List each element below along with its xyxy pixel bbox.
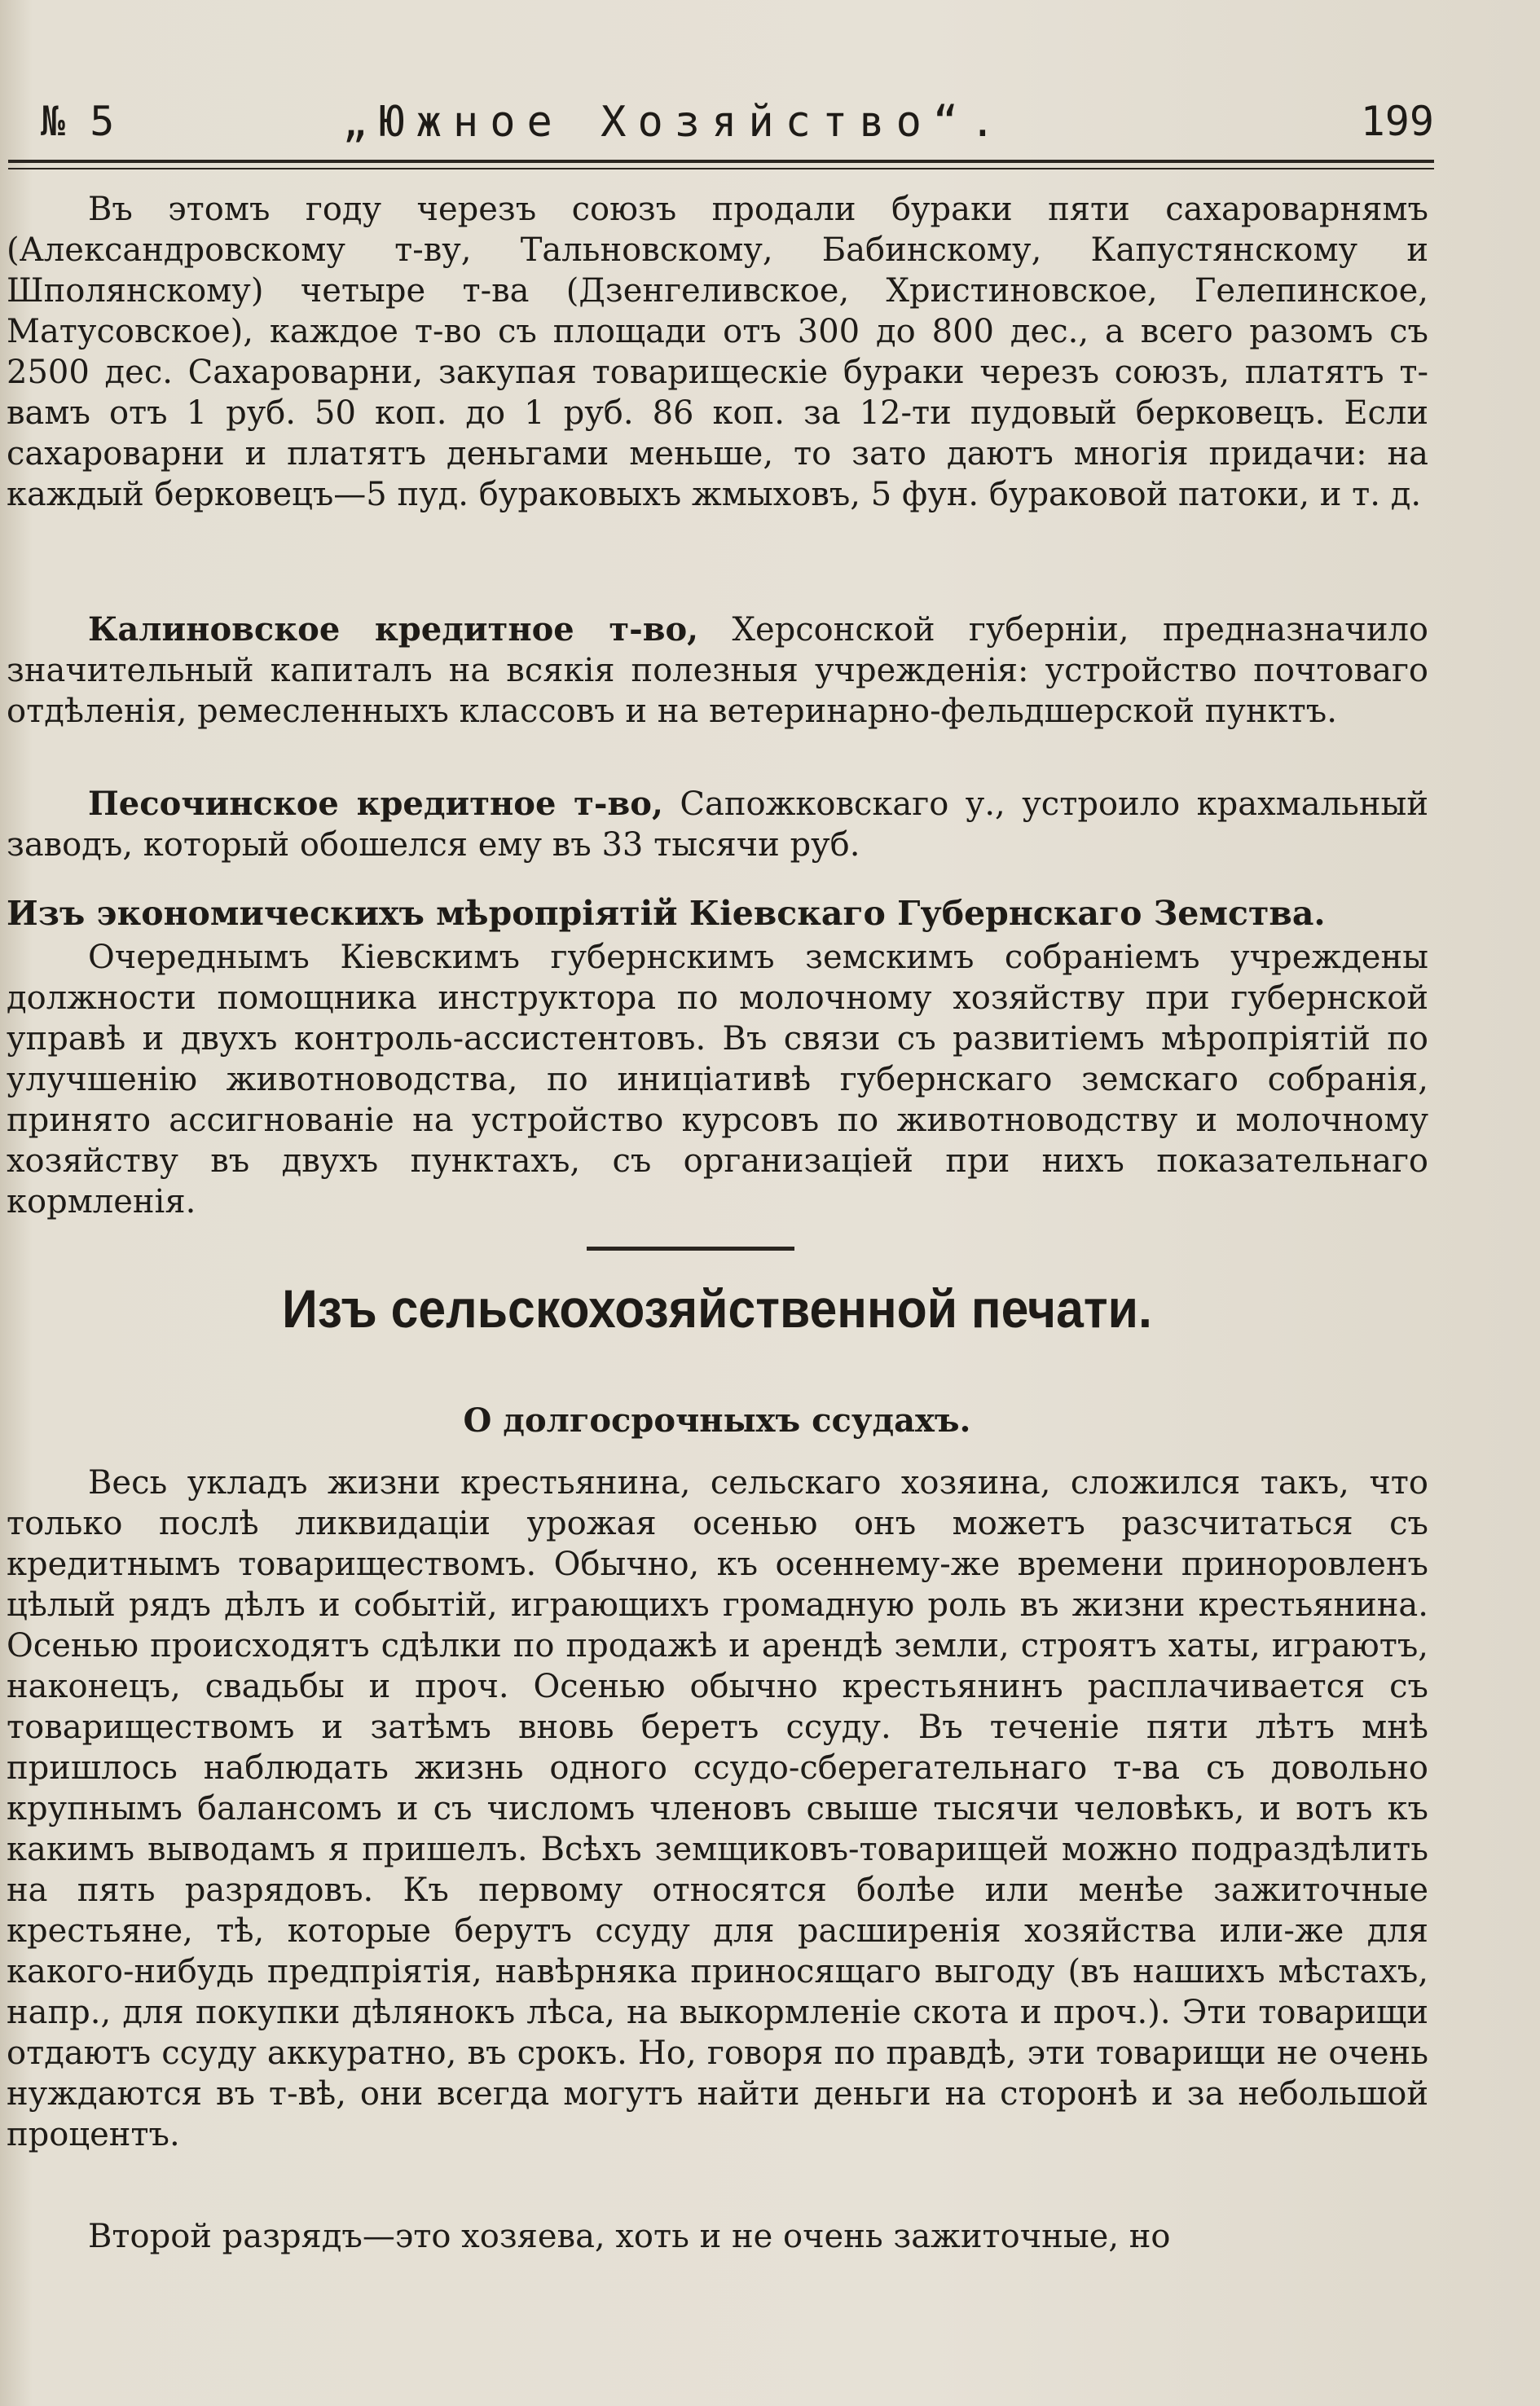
paragraph-lead: Калиновское кредитное т-во, — [88, 610, 699, 649]
paragraph-lead: Песочинское кредитное т-во, — [88, 785, 663, 823]
running-header — [41, 90, 1434, 155]
paragraph-text: Второй разрядъ—это хозяева, хоть и не очень зажиточные, но — [88, 2218, 1171, 2255]
paragraph-text: Весь укладъ жизни крестьянина, сельскаго хозяина, сложился такъ, что только послѣ ликвидаціи урожая осенью онъ можетъ разсчитаться съ кредитнымъ товариществомъ. Обычно, къ осеннему-же времени приноровленъ цѣлый рядъ дѣлъ и событій, играющихъ громадную роль въ жизни крестьянина. Осенью происходятъ сдѣлки по продажѣ и арендѣ земли, строятъ хаты, играютъ, наконецъ, свадьбы и проч. Осенью обычно крестьянинъ расплачивается съ товариществомъ и затѣмъ вновь беретъ ссуду. Въ теченіе пяти лѣтъ мнѣ пришлось наблюдать жизнь одного ссудо-сберегательнаго т-ва съ довольно крупнымъ балансомъ и съ числомъ членовъ свыше тысячи человѣкъ, и вотъ къ какимъ выводамъ я пришелъ. Всѣхъ земщиковъ-товарищей можно подраздѣлить на пять разрядовъ. Къ первому относятся болѣе или менѣе зажиточные крестьяне, тѣ, которые берутъ ссуду для расширенія хозяйства или-же для какого-нибудь предпріятія, навѣрняка приносящаго выгоду (въ нашихъ мѣстахъ, напр., для покупки дѣлянокъ лѣса, на выкормленіе скота и проч.). Эти товарищи отдаютъ ссуду аккуратно, въ срокъ. Но, говоря по правдѣ, эти товарищи не очень нуждаются въ т-вѣ, они всегда могутъ найти деньги на сторонѣ и за небольшой процентъ. — [7, 1464, 1428, 2153]
subheading-zemstvo: Изъ экономическихъ мѣропріятій Кіевскаго Губернскаго Земства. — [7, 894, 1326, 933]
section-divider — [587, 1247, 794, 1251]
article-title: О долгосрочныхъ ссудахъ. — [463, 1401, 971, 1440]
paragraph-text: Херсонской губерніи, предназначило значительный капиталъ на всякія полезныя учрежденія: устройство почтоваго отдѣленія, ремесленныхъ классовъ и на ветеринарно-фельдшерской пунктъ. — [7, 611, 1428, 730]
section-title: Изъ сельскохозяйственной печати. — [282, 1278, 1152, 1339]
paragraph-kalinovskoe — [7, 609, 1428, 732]
paragraph-zemstvo — [7, 937, 1428, 1222]
page-number: 199 — [1360, 98, 1434, 145]
journal-title: „Южное Хозяйство“. — [342, 98, 1007, 147]
paragraph-pesochinskoe — [7, 784, 1428, 865]
paragraph-text: Очереднымъ Кіевскимъ губернскимъ земскимъ собраніемъ учреждены должности помощника инструктора по молочному хозяйству при губернской управѣ и двухъ контроль-ассистентовъ. Въ связи съ развитіемъ мѣропріятій по улучшенію животноводства, по иниціативѣ губернскаго земскаго собранія, принято ассигнованіе на устройство курсовъ по животноводству и молочному хозяйству въ двухъ пунктахъ, съ организаціей при нихъ показательнаго кормленія. — [7, 939, 1428, 1221]
paragraph-text: Въ этомъ году черезъ союзъ продали бураки пяти сахароварнямъ (Александровскому т-ву, Тальновскому, Бабинскому, Капустянскому и Шполянскому) четыре т-ва (Дзенгеливское, Христиновское, Гелепинское, Матусовское), каждое т-во съ площади отъ 300 до 800 дес., а всего разомъ съ 2500 дес. Сахароварни, закупая товарищескіе бураки черезъ союзъ, платятъ т-вамъ отъ 1 руб. 50 коп. до 1 руб. 86 коп. за 12-ти пудовый берковецъ. Если сахароварни и платятъ деньгами меньше, то зато даютъ многія придачи: на каждый берковецъ—5 пуд. бураковыхъ жмыховъ, 5 фун. бураковой патоки, и т. д. — [7, 191, 1428, 513]
issue-number: № 5 — [41, 98, 115, 145]
header-rule-thick — [8, 160, 1434, 163]
paragraph-sugar-beets — [7, 189, 1428, 515]
paragraph-text: Сапожковскаго у., устроило крахмальный заводъ, который обошелся ему въ 33 тысячи руб. — [7, 785, 1429, 864]
paragraph-second-category — [7, 2216, 1428, 2257]
header-rule-thin — [8, 168, 1434, 169]
paragraph-long-term-loans — [7, 1463, 1428, 2155]
